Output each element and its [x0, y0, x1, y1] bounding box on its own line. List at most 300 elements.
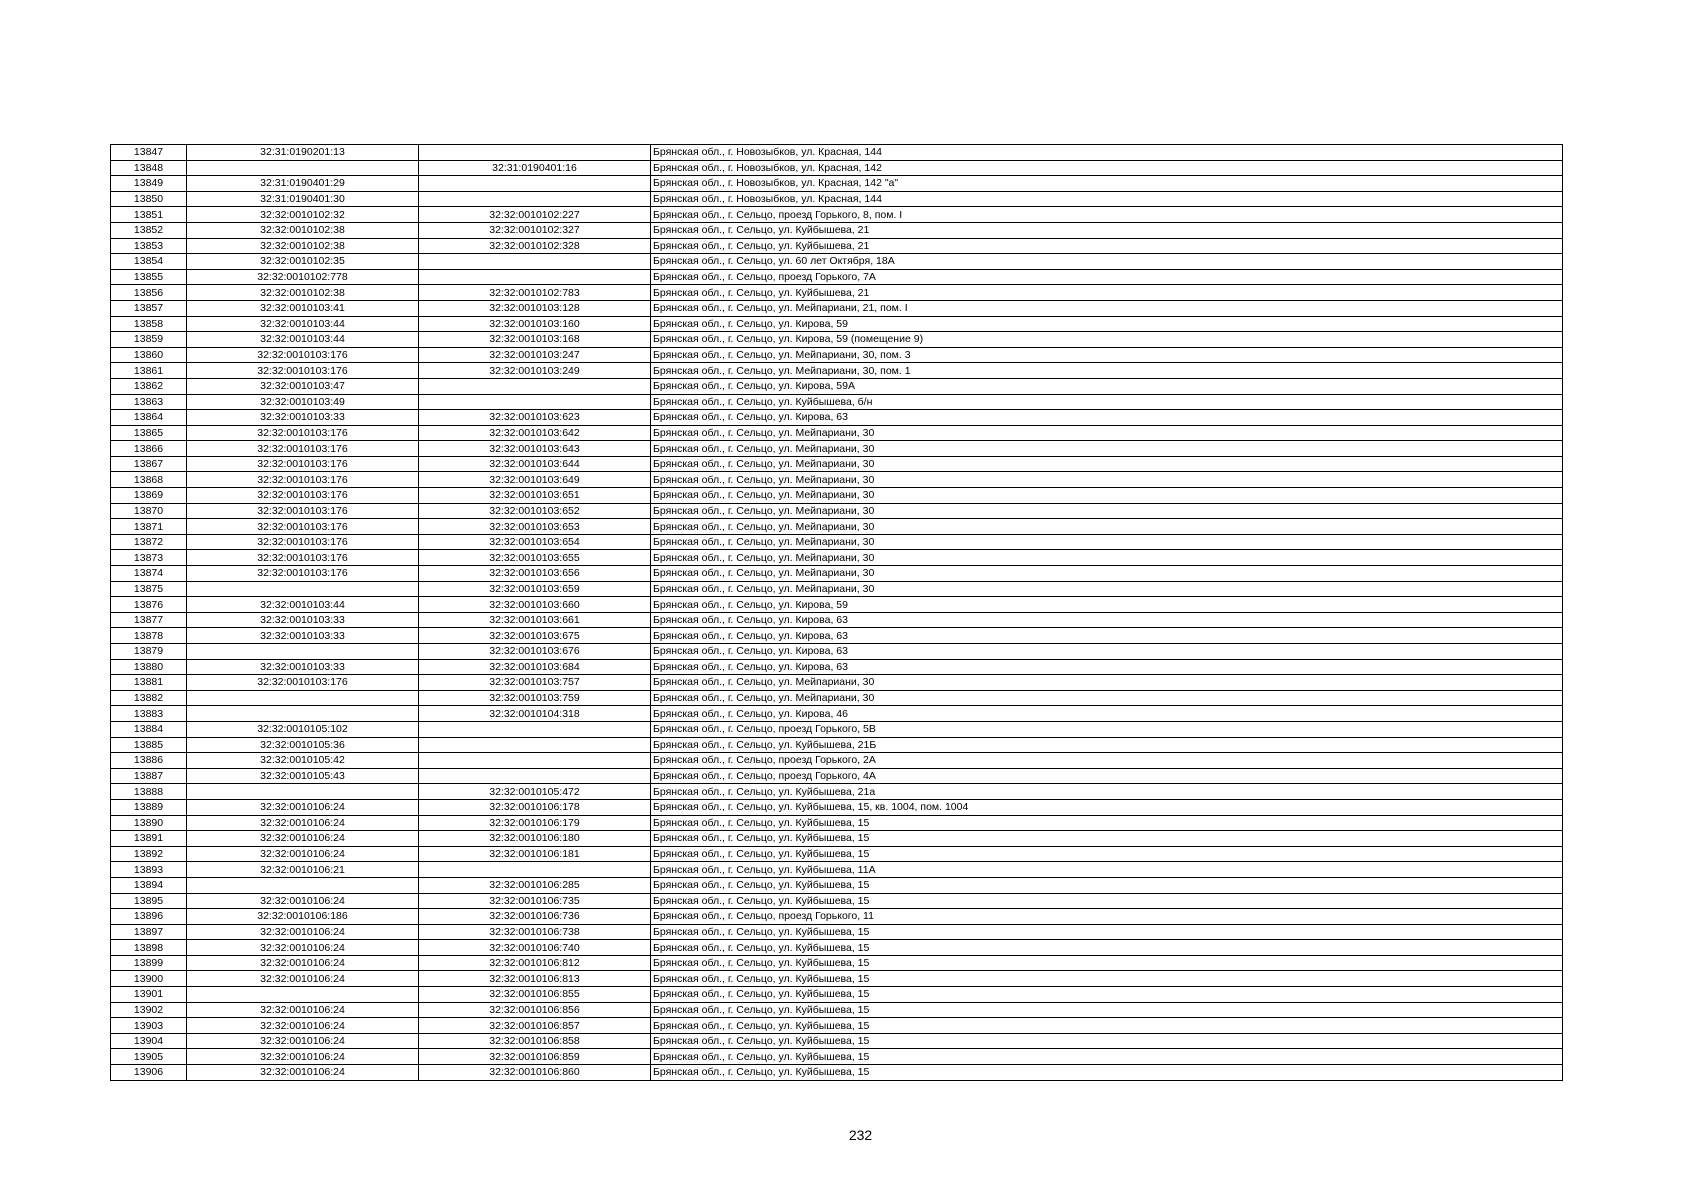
row-number-cell: 13894: [111, 877, 187, 893]
object-cadastral-number-cell: 32:32:0010103:160: [419, 316, 651, 332]
object-cadastral-number-cell: 32:32:0010103:249: [419, 363, 651, 379]
address-cell: Брянская обл., г. Новозыбков, ул. Красная, 142: [651, 160, 1563, 176]
table-row: [111, 831, 1563, 847]
object-cadastral-number-cell: 32:32:0010103:654: [419, 534, 651, 550]
object-cadastral-number-cell: 32:32:0010102:328: [419, 238, 651, 254]
row-number-cell: 13898: [111, 940, 187, 956]
table-row: [111, 332, 1563, 348]
address-cell: Брянская обл., г. Сельцо, ул. Мейпариани, 30: [651, 550, 1563, 566]
address-cell: Брянская обл., г. Сельцо, ул. Мейпариани, 30: [651, 441, 1563, 457]
row-number-cell: 13897: [111, 924, 187, 940]
registry-table-body: [111, 145, 1563, 1081]
row-number-cell: 13887: [111, 768, 187, 784]
address-cell: Брянская обл., г. Сельцо, ул. Куйбышева, 15: [651, 955, 1563, 971]
object-cadastral-number-cell: 32:32:0010103:660: [419, 597, 651, 613]
object-cadastral-number-cell: [419, 394, 651, 410]
table-row: [111, 1018, 1563, 1034]
object-cadastral-number-cell: 32:31:0190401:16: [419, 160, 651, 176]
cadastral-number-cell: 32:32:0010106:24: [187, 815, 419, 831]
table-row: [111, 909, 1563, 925]
cadastral-number-cell: 32:32:0010106:24: [187, 955, 419, 971]
table-row: [111, 503, 1563, 519]
cadastral-number-cell: 32:32:0010103:44: [187, 332, 419, 348]
table-row: [111, 721, 1563, 737]
registry-table: [110, 144, 1563, 1081]
object-cadastral-number-cell: 32:32:0010103:247: [419, 347, 651, 363]
cadastral-number-cell: 32:32:0010103:33: [187, 628, 419, 644]
row-number-cell: 13867: [111, 456, 187, 472]
table-row: [111, 1065, 1563, 1081]
object-cadastral-number-cell: 32:32:0010106:812: [419, 955, 651, 971]
address-cell: Брянская обл., г. Сельцо, ул. Мейпариани, 30: [651, 456, 1563, 472]
cadastral-number-cell: 32:32:0010102:38: [187, 222, 419, 238]
row-number-cell: 13880: [111, 659, 187, 675]
address-cell: Брянская обл., г. Сельцо, ул. Кирова, 59: [651, 597, 1563, 613]
address-cell: Брянская обл., г. Сельцо, ул. Куйбышева, 21: [651, 238, 1563, 254]
table-row: [111, 534, 1563, 550]
table-row: [111, 1033, 1563, 1049]
address-cell: Брянская обл., г. Сельцо, ул. Кирова, 59: [651, 316, 1563, 332]
address-cell: Брянская обл., г. Сельцо, ул. Куйбышева, 15: [651, 831, 1563, 847]
cadastral-number-cell: [187, 987, 419, 1003]
object-cadastral-number-cell: 32:32:0010104:318: [419, 706, 651, 722]
table-row: [111, 675, 1563, 691]
table-row: [111, 550, 1563, 566]
object-cadastral-number-cell: 32:32:0010103:642: [419, 425, 651, 441]
address-cell: Брянская обл., г. Сельцо, ул. Мейпариани, 30: [651, 488, 1563, 504]
row-number-cell: 13861: [111, 363, 187, 379]
table-row: [111, 612, 1563, 628]
cadastral-number-cell: 32:32:0010106:24: [187, 1049, 419, 1065]
object-cadastral-number-cell: 32:32:0010103:644: [419, 456, 651, 472]
row-number-cell: 13904: [111, 1033, 187, 1049]
cadastral-number-cell: [187, 877, 419, 893]
cadastral-number-cell: 32:32:0010103:176: [187, 550, 419, 566]
row-number-cell: 13888: [111, 784, 187, 800]
cadastral-number-cell: 32:32:0010103:33: [187, 659, 419, 675]
table-row: [111, 784, 1563, 800]
cadastral-number-cell: 32:32:0010105:102: [187, 721, 419, 737]
cadastral-number-cell: 32:31:0190401:29: [187, 176, 419, 192]
row-number-cell: 13900: [111, 971, 187, 987]
cadastral-number-cell: 32:32:0010103:176: [187, 566, 419, 582]
row-number-cell: 13883: [111, 706, 187, 722]
cadastral-number-cell: 32:32:0010106:24: [187, 924, 419, 940]
table-row: [111, 191, 1563, 207]
address-cell: Брянская обл., г. Сельцо, проезд Горького, 7А: [651, 269, 1563, 285]
address-cell: Брянская обл., г. Сельцо, ул. Мейпариани, 30: [651, 503, 1563, 519]
address-cell: Брянская обл., г. Сельцо, ул. Мейпариани, 30, пом. 3: [651, 347, 1563, 363]
cadastral-number-cell: [187, 784, 419, 800]
object-cadastral-number-cell: 32:32:0010103:651: [419, 488, 651, 504]
table-row: [111, 799, 1563, 815]
table-row: [111, 659, 1563, 675]
object-cadastral-number-cell: 32:32:0010106:740: [419, 940, 651, 956]
object-cadastral-number-cell: 32:32:0010103:676: [419, 644, 651, 660]
cadastral-number-cell: 32:32:0010103:176: [187, 534, 419, 550]
table-row: [111, 1049, 1563, 1065]
object-cadastral-number-cell: 32:32:0010106:180: [419, 831, 651, 847]
address-cell: Брянская обл., г. Сельцо, ул. Мейпариани, 30: [651, 690, 1563, 706]
object-cadastral-number-cell: 32:32:0010106:735: [419, 893, 651, 909]
cadastral-number-cell: 32:32:0010106:21: [187, 862, 419, 878]
cadastral-number-cell: 32:31:0190201:13: [187, 145, 419, 161]
table-row: [111, 893, 1563, 909]
address-cell: Брянская обл., г. Сельцо, ул. Мейпариани, 30, пом. 1: [651, 363, 1563, 379]
address-cell: Брянская обл., г. Сельцо, ул. Куйбышева, 15, кв. 1004, пом. 1004: [651, 799, 1563, 815]
object-cadastral-number-cell: 32:32:0010103:655: [419, 550, 651, 566]
object-cadastral-number-cell: 32:32:0010103:168: [419, 332, 651, 348]
row-number-cell: 13890: [111, 815, 187, 831]
table-row: [111, 924, 1563, 940]
object-cadastral-number-cell: 32:32:0010106:179: [419, 815, 651, 831]
address-cell: Брянская обл., г. Сельцо, ул. Куйбышева, 15: [651, 1018, 1563, 1034]
cadastral-number-cell: 32:32:0010103:41: [187, 300, 419, 316]
cadastral-number-cell: 32:32:0010106:24: [187, 940, 419, 956]
row-number-cell: 13855: [111, 269, 187, 285]
cadastral-number-cell: 32:32:0010103:176: [187, 425, 419, 441]
table-row: [111, 472, 1563, 488]
address-cell: Брянская обл., г. Сельцо, ул. Мейпариани, 30: [651, 566, 1563, 582]
cadastral-number-cell: 32:32:0010103:176: [187, 441, 419, 457]
row-number-cell: 13852: [111, 222, 187, 238]
cadastral-number-cell: 32:32:0010103:176: [187, 488, 419, 504]
object-cadastral-number-cell: 32:32:0010106:181: [419, 846, 651, 862]
table-row: [111, 737, 1563, 753]
address-cell: Брянская обл., г. Сельцо, ул. Куйбышева, 15: [651, 971, 1563, 987]
row-number-cell: 13891: [111, 831, 187, 847]
cadastral-number-cell: 32:32:0010103:33: [187, 410, 419, 426]
object-cadastral-number-cell: 32:32:0010103:128: [419, 300, 651, 316]
row-number-cell: 13864: [111, 410, 187, 426]
table-row: [111, 394, 1563, 410]
address-cell: Брянская обл., г. Сельцо, ул. Куйбышева, 21: [651, 222, 1563, 238]
table-row: [111, 456, 1563, 472]
row-number-cell: 13903: [111, 1018, 187, 1034]
address-cell: Брянская обл., г. Сельцо, проезд Горького, 8, пом. I: [651, 207, 1563, 223]
address-cell: Брянская обл., г. Сельцо, ул. 60 лет Октября, 18А: [651, 254, 1563, 270]
object-cadastral-number-cell: 32:32:0010103:623: [419, 410, 651, 426]
cadastral-number-cell: 32:32:0010106:24: [187, 1018, 419, 1034]
object-cadastral-number-cell: 32:32:0010106:738: [419, 924, 651, 940]
cadastral-number-cell: [187, 581, 419, 597]
table-row: [111, 597, 1563, 613]
address-cell: Брянская обл., г. Сельцо, проезд Горького, 2А: [651, 753, 1563, 769]
row-number-cell: 13869: [111, 488, 187, 504]
row-number-cell: 13884: [111, 721, 187, 737]
address-cell: Брянская обл., г. Сельцо, ул. Кирова, 59А: [651, 378, 1563, 394]
address-cell: Брянская обл., г. Сельцо, ул. Куйбышева, 21а: [651, 784, 1563, 800]
object-cadastral-number-cell: 32:32:0010106:855: [419, 987, 651, 1003]
row-number-cell: 13875: [111, 581, 187, 597]
address-cell: Брянская обл., г. Сельцо, ул. Кирова, 63: [651, 659, 1563, 675]
address-cell: Брянская обл., г. Сельцо, проезд Горького, 4А: [651, 768, 1563, 784]
row-number-cell: 13870: [111, 503, 187, 519]
cadastral-number-cell: 32:32:0010103:176: [187, 456, 419, 472]
address-cell: Брянская обл., г. Сельцо, ул. Кирова, 63: [651, 410, 1563, 426]
cadastral-number-cell: 32:32:0010103:176: [187, 503, 419, 519]
address-cell: Брянская обл., г. Сельцо, ул. Кирова, 63: [651, 612, 1563, 628]
address-cell: Брянская обл., г. Сельцо, ул. Куйбышева, 21: [651, 285, 1563, 301]
cadastral-number-cell: 32:32:0010106:24: [187, 893, 419, 909]
address-cell: Брянская обл., г. Сельцо, ул. Мейпариани, 30: [651, 534, 1563, 550]
address-cell: Брянская обл., г. Сельцо, ул. Кирова, 46: [651, 706, 1563, 722]
table-row: [111, 363, 1563, 379]
object-cadastral-number-cell: 32:32:0010103:649: [419, 472, 651, 488]
row-number-cell: 13881: [111, 675, 187, 691]
address-cell: Брянская обл., г. Сельцо, ул. Мейпариани, 30: [651, 425, 1563, 441]
row-number-cell: 13906: [111, 1065, 187, 1081]
address-cell: Брянская обл., г. Сельцо, ул. Куйбышева, 15: [651, 1002, 1563, 1018]
cadastral-number-cell: 32:32:0010106:24: [187, 846, 419, 862]
table-row: [111, 160, 1563, 176]
table-row: [111, 285, 1563, 301]
table-row: [111, 706, 1563, 722]
object-cadastral-number-cell: 32:32:0010103:643: [419, 441, 651, 457]
row-number-cell: 13854: [111, 254, 187, 270]
address-cell: Брянская обл., г. Сельцо, ул. Кирова, 63: [651, 644, 1563, 660]
object-cadastral-number-cell: [419, 176, 651, 192]
table-row: [111, 690, 1563, 706]
row-number-cell: 13872: [111, 534, 187, 550]
table-row: [111, 877, 1563, 893]
cadastral-number-cell: 32:32:0010106:24: [187, 1065, 419, 1081]
address-cell: Брянская обл., г. Сельцо, ул. Куйбышева, 15: [651, 893, 1563, 909]
address-cell: Брянская обл., г. Сельцо, ул. Куйбышева, 15: [651, 987, 1563, 1003]
address-cell: Брянская обл., г. Сельцо, ул. Куйбышева, 15: [651, 877, 1563, 893]
object-cadastral-number-cell: 32:32:0010103:661: [419, 612, 651, 628]
address-cell: Брянская обл., г. Сельцо, ул. Мейпариани, 30: [651, 472, 1563, 488]
cadastral-number-cell: 32:32:0010103:33: [187, 612, 419, 628]
table-row: [111, 207, 1563, 223]
table-row: [111, 519, 1563, 535]
table-row: [111, 846, 1563, 862]
table-row: [111, 316, 1563, 332]
address-cell: Брянская обл., г. Сельцо, ул. Мейпариани, 30: [651, 675, 1563, 691]
cadastral-number-cell: 32:32:0010103:176: [187, 675, 419, 691]
cadastral-number-cell: 32:32:0010106:24: [187, 799, 419, 815]
address-cell: Брянская обл., г. Сельцо, ул. Куйбышева, 11А: [651, 862, 1563, 878]
object-cadastral-number-cell: 32:32:0010102:783: [419, 285, 651, 301]
row-number-cell: 13874: [111, 566, 187, 582]
row-number-cell: 13879: [111, 644, 187, 660]
table-row: [111, 410, 1563, 426]
cadastral-number-cell: 32:32:0010102:38: [187, 285, 419, 301]
object-cadastral-number-cell: 32:32:0010106:856: [419, 1002, 651, 1018]
cadastral-number-cell: 32:32:0010103:44: [187, 316, 419, 332]
table-row: [111, 222, 1563, 238]
object-cadastral-number-cell: [419, 254, 651, 270]
address-cell: Брянская обл., г. Новозыбков, ул. Красная, 144: [651, 191, 1563, 207]
row-number-cell: 13850: [111, 191, 187, 207]
cadastral-number-cell: 32:31:0190401:30: [187, 191, 419, 207]
cadastral-number-cell: [187, 160, 419, 176]
object-cadastral-number-cell: [419, 145, 651, 161]
row-number-cell: 13862: [111, 378, 187, 394]
row-number-cell: 13895: [111, 893, 187, 909]
row-number-cell: 13886: [111, 753, 187, 769]
object-cadastral-number-cell: 32:32:0010103:652: [419, 503, 651, 519]
table-row: [111, 145, 1563, 161]
object-cadastral-number-cell: [419, 737, 651, 753]
object-cadastral-number-cell: 32:32:0010106:857: [419, 1018, 651, 1034]
address-cell: Брянская обл., г. Сельцо, проезд Горького, 11: [651, 909, 1563, 925]
cadastral-number-cell: 32:32:0010103:176: [187, 519, 419, 535]
object-cadastral-number-cell: 32:32:0010103:656: [419, 566, 651, 582]
object-cadastral-number-cell: 32:32:0010106:858: [419, 1033, 651, 1049]
object-cadastral-number-cell: 32:32:0010106:859: [419, 1049, 651, 1065]
row-number-cell: 13848: [111, 160, 187, 176]
table-row: [111, 987, 1563, 1003]
address-cell: Брянская обл., г. Сельцо, ул. Куйбышева, 15: [651, 924, 1563, 940]
address-cell: Брянская обл., г. Сельцо, ул. Куйбышева, 21Б: [651, 737, 1563, 753]
cadastral-number-cell: 32:32:0010102:778: [187, 269, 419, 285]
table-row: [111, 488, 1563, 504]
cadastral-number-cell: 32:32:0010106:24: [187, 971, 419, 987]
row-number-cell: 13860: [111, 347, 187, 363]
address-cell: Брянская обл., г. Сельцо, ул. Куйбышева, 15: [651, 815, 1563, 831]
object-cadastral-number-cell: 32:32:0010106:178: [419, 799, 651, 815]
row-number-cell: 13873: [111, 550, 187, 566]
row-number-cell: 13901: [111, 987, 187, 1003]
table-row: [111, 300, 1563, 316]
row-number-cell: 13849: [111, 176, 187, 192]
row-number-cell: 13851: [111, 207, 187, 223]
cadastral-number-cell: 32:32:0010105:43: [187, 768, 419, 784]
table-row: [111, 971, 1563, 987]
row-number-cell: 13871: [111, 519, 187, 535]
row-number-cell: 13882: [111, 690, 187, 706]
cadastral-number-cell: 32:32:0010102:32: [187, 207, 419, 223]
table-row: [111, 347, 1563, 363]
row-number-cell: 13865: [111, 425, 187, 441]
address-cell: Брянская обл., г. Сельцо, ул. Куйбышева, б/н: [651, 394, 1563, 410]
cadastral-number-cell: 32:32:0010103:49: [187, 394, 419, 410]
row-number-cell: 13905: [111, 1049, 187, 1065]
row-number-cell: 13863: [111, 394, 187, 410]
row-number-cell: 13866: [111, 441, 187, 457]
cadastral-number-cell: 32:32:0010106:186: [187, 909, 419, 925]
cadastral-number-cell: 32:32:0010105:42: [187, 753, 419, 769]
object-cadastral-number-cell: 32:32:0010106:285: [419, 877, 651, 893]
cadastral-number-cell: 32:32:0010106:24: [187, 1033, 419, 1049]
object-cadastral-number-cell: 32:32:0010103:659: [419, 581, 651, 597]
cadastral-number-cell: 32:32:0010103:47: [187, 378, 419, 394]
row-number-cell: 13885: [111, 737, 187, 753]
object-cadastral-number-cell: [419, 721, 651, 737]
table-row: [111, 1002, 1563, 1018]
row-number-cell: 13893: [111, 862, 187, 878]
table-row: [111, 441, 1563, 457]
address-cell: Брянская обл., г. Сельцо, ул. Куйбышева, 15: [651, 846, 1563, 862]
cadastral-number-cell: 32:32:0010103:176: [187, 347, 419, 363]
object-cadastral-number-cell: [419, 768, 651, 784]
table-row: [111, 581, 1563, 597]
object-cadastral-number-cell: 32:32:0010106:736: [419, 909, 651, 925]
cadastral-number-cell: 32:32:0010103:44: [187, 597, 419, 613]
object-cadastral-number-cell: 32:32:0010103:653: [419, 519, 651, 535]
row-number-cell: 13859: [111, 332, 187, 348]
address-cell: Брянская обл., г. Новозыбков, ул. Красная, 142 "а": [651, 176, 1563, 192]
object-cadastral-number-cell: [419, 269, 651, 285]
cadastral-number-cell: 32:32:0010102:38: [187, 238, 419, 254]
address-cell: Брянская обл., г. Сельцо, ул. Куйбышева, 15: [651, 1033, 1563, 1049]
address-cell: Брянская обл., г. Сельцо, ул. Куйбышева, 15: [651, 940, 1563, 956]
address-cell: Брянская обл., г. Сельцо, ул. Куйбышева, 15: [651, 1049, 1563, 1065]
table-row: [111, 862, 1563, 878]
cadastral-number-cell: 32:32:0010106:24: [187, 831, 419, 847]
object-cadastral-number-cell: [419, 191, 651, 207]
object-cadastral-number-cell: 32:32:0010103:684: [419, 659, 651, 675]
row-number-cell: 13857: [111, 300, 187, 316]
object-cadastral-number-cell: [419, 862, 651, 878]
address-cell: Брянская обл., г. Сельцо, ул. Кирова, 59 (помещение 9): [651, 332, 1563, 348]
row-number-cell: 13876: [111, 597, 187, 613]
object-cadastral-number-cell: 32:32:0010102:227: [419, 207, 651, 223]
table-row: [111, 815, 1563, 831]
object-cadastral-number-cell: 32:32:0010106:860: [419, 1065, 651, 1081]
row-number-cell: 13868: [111, 472, 187, 488]
row-number-cell: 13853: [111, 238, 187, 254]
object-cadastral-number-cell: [419, 753, 651, 769]
row-number-cell: 13899: [111, 955, 187, 971]
object-cadastral-number-cell: 32:32:0010105:472: [419, 784, 651, 800]
page-number: 232: [848, 1127, 873, 1143]
row-number-cell: 13858: [111, 316, 187, 332]
object-cadastral-number-cell: 32:32:0010103:759: [419, 690, 651, 706]
row-number-cell: 13889: [111, 799, 187, 815]
cadastral-number-cell: [187, 706, 419, 722]
row-number-cell: 13877: [111, 612, 187, 628]
table-row: [111, 768, 1563, 784]
address-cell: Брянская обл., г. Сельцо, ул. Куйбышева, 15: [651, 1065, 1563, 1081]
table-row: [111, 176, 1563, 192]
object-cadastral-number-cell: [419, 378, 651, 394]
object-cadastral-number-cell: 32:32:0010103:757: [419, 675, 651, 691]
row-number-cell: 13878: [111, 628, 187, 644]
table-row: [111, 425, 1563, 441]
row-number-cell: 13847: [111, 145, 187, 161]
table-row: [111, 269, 1563, 285]
object-cadastral-number-cell: 32:32:0010103:675: [419, 628, 651, 644]
table-row: [111, 566, 1563, 582]
address-cell: Брянская обл., г. Сельцо, ул. Мейпариани, 30: [651, 519, 1563, 535]
table-row: [111, 753, 1563, 769]
address-cell: Брянская обл., г. Новозыбков, ул. Красная, 144: [651, 145, 1563, 161]
table-row: [111, 378, 1563, 394]
table-row: [111, 940, 1563, 956]
table-row: [111, 955, 1563, 971]
address-cell: Брянская обл., г. Сельцо, ул. Мейпариани, 21, пом. I: [651, 300, 1563, 316]
object-cadastral-number-cell: 32:32:0010102:327: [419, 222, 651, 238]
cadastral-number-cell: 32:32:0010103:176: [187, 363, 419, 379]
table-row: [111, 644, 1563, 660]
row-number-cell: 13902: [111, 1002, 187, 1018]
cadastral-number-cell: 32:32:0010106:24: [187, 1002, 419, 1018]
address-cell: Брянская обл., г. Сельцо, ул. Кирова, 63: [651, 628, 1563, 644]
address-cell: Брянская обл., г. Сельцо, проезд Горького, 5В: [651, 721, 1563, 737]
row-number-cell: 13896: [111, 909, 187, 925]
row-number-cell: 13892: [111, 846, 187, 862]
table-row: [111, 254, 1563, 270]
cadastral-number-cell: 32:32:0010102:35: [187, 254, 419, 270]
cadastral-number-cell: [187, 690, 419, 706]
table-row: [111, 628, 1563, 644]
row-number-cell: 13856: [111, 285, 187, 301]
cadastral-number-cell: 32:32:0010103:176: [187, 472, 419, 488]
cadastral-number-cell: 32:32:0010105:36: [187, 737, 419, 753]
table-row: [111, 238, 1563, 254]
